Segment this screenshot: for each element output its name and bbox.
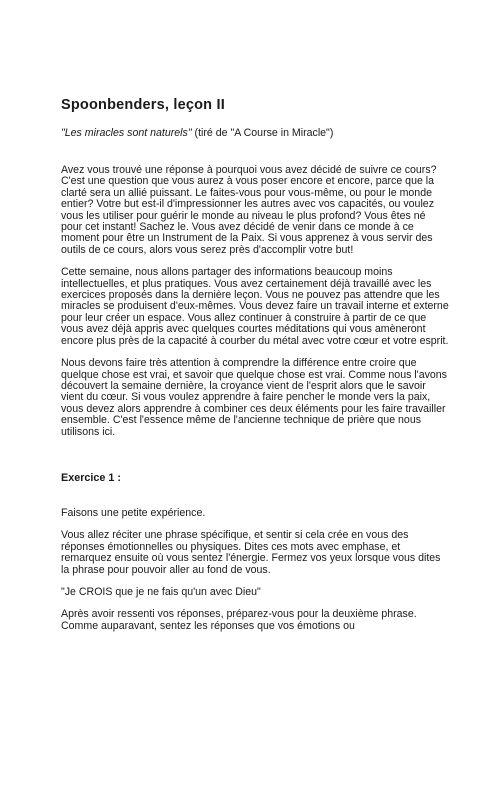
exercise-paragraph: Faisons une petite expérience. xyxy=(61,506,206,519)
page-title: Spoonbenders, leçon II xyxy=(61,97,225,113)
intro-paragraph: Avez vous trouvé une réponse à pourquoi vous avez décidé de suivre ce cours? C'est une question que vous aurez à vous poser encore et encore, parce que la clarté sera un allié puissant. Le faites-vous pour vous-même, ou pour le monde entier? Votre but est-il d'impressionner les autres avec vos capacités, ou voulez vous les utiliser pour guérir le monde au niveau le plus profond? Vous êtes né pour cet instant! Sachez le. Vous avez décidé de venir dans ce monde à ce moment pour être un Instrument de la Paix. Si vous apprenez à vous servir des outils de ce cours, alors vous serez près d'accomplir votre but! xyxy=(61,164,437,256)
document-page xyxy=(61,96,449,632)
subtitle-quote: "Les miracles sont naturels" xyxy=(61,127,192,139)
exercise-heading: Exercice 1 : xyxy=(61,471,122,484)
body-paragraph: Nous devons faire très attention à comprendre la différence entre croire que quelque chose est vrai, et savoir que quelque chose est vrai. Comme nous l'avons découvert la semaine dernière, la croyance vient de l'esprit alors que le savoir vient du cœur. Si vous voulez apprendre à faire pencher le monde vers la paix, vous devez alors apprendre à combiner ces deux éléments pour les faire travailler ensemble. C'est l'essence même de l'ancienne technique de prière que nous utilisons ici. xyxy=(61,357,447,438)
exercise-paragraph: Après avoir ressenti vos réponses, préparez-vous pour la deuxième phrase. Comme auparavant, sentez les réponses que vos émotions ou xyxy=(61,608,417,632)
subtitle-source: (tiré de "A Course in Miracle") xyxy=(191,127,334,139)
subtitle xyxy=(61,127,449,140)
exercise-quote: "Je CROIS que je ne fais qu'un avec Dieu" xyxy=(61,585,261,598)
body-paragraph: Cette semaine, nous allons partager des informations beaucoup moins intellectuelles, et plus pratiques. Vous avez certainement déjà travaillé avec les exercices proposés dans la dernière leçon. Vous ne pouvez pas attendre que les miracles se produisent d'eux-mêmes. Vous devez faire un travail interne et externe pour leur créer un espace. Vous allez continuer à construire à partir de ce que vous avez déjà appris avec quelques courtes méditations qui vous amèneront encore plus près de la capacité à courber du métal avec votre cœur et votre esprit. xyxy=(61,266,449,347)
exercise-paragraph: Vous allez réciter une phrase spécifique, et sentir si cela crée en vous des réponses émotionnelles ou physiques. Dites ces mots avec emphase, et remarquez ensuite où vous sentez l'énergie. Fermez vos yeux lorsque vous dites la phrase pour pouvoir aller au fond de vous. xyxy=(61,529,441,576)
